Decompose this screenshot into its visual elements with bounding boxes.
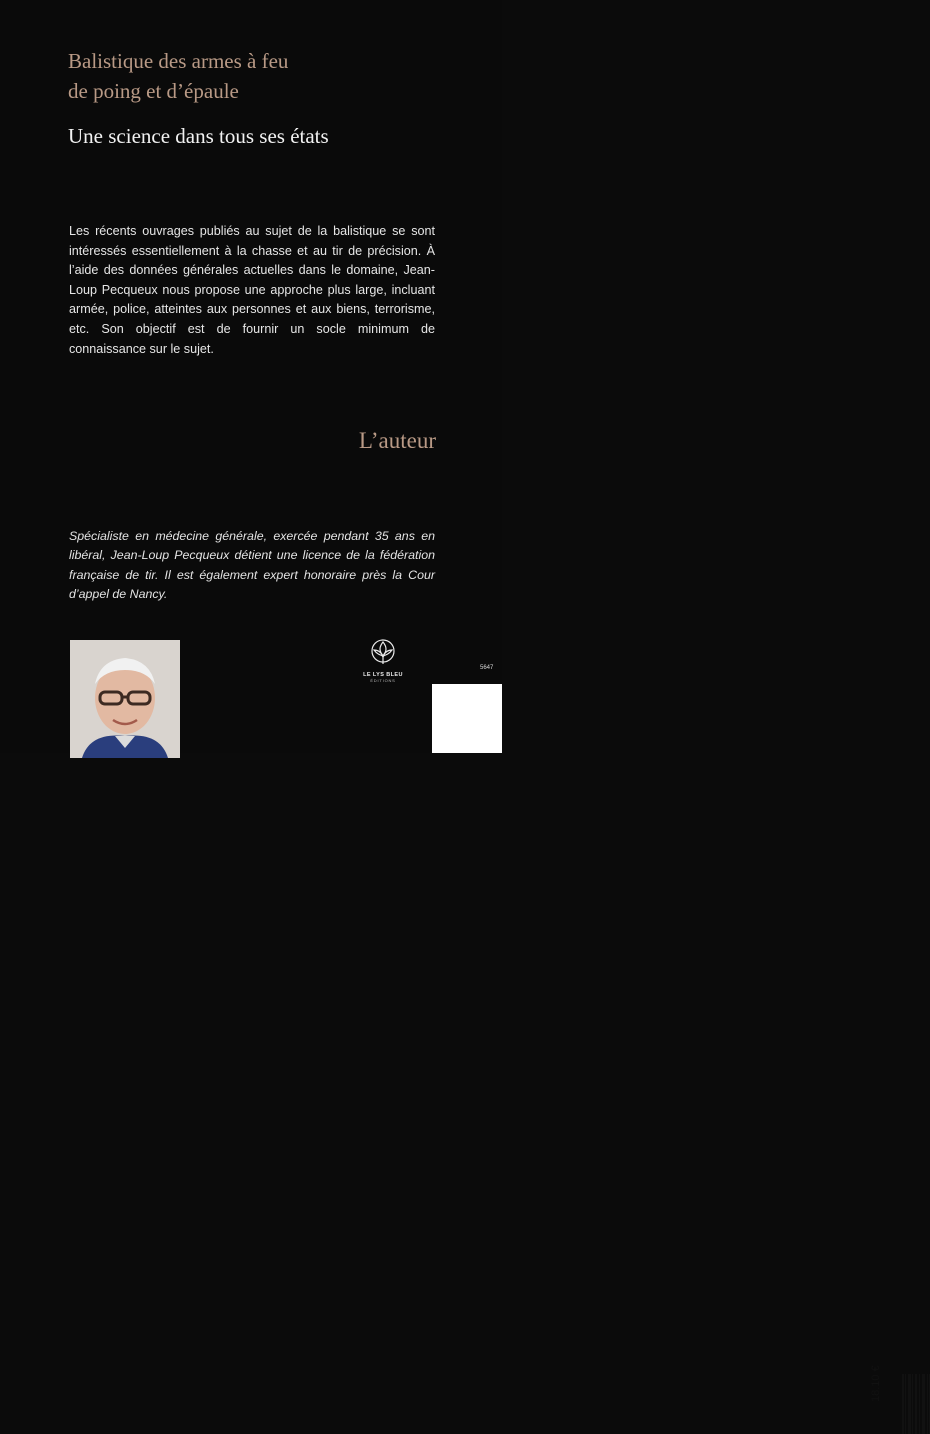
book-title-line-2: de poing et d’épaule: [68, 79, 239, 103]
publisher-name: LE LYS BLEU: [363, 672, 403, 678]
lily-icon: [370, 638, 396, 666]
publisher-logo: [358, 638, 408, 696]
book-title-line-1: Balistique des armes à feu: [68, 49, 289, 73]
book-title: [68, 46, 468, 106]
author-bio: Spécialiste en médecine générale, exercée pendant 35 ans en libéral, Jean-Loup Pecqueux détient une licence de la fédération française de tir. Il est également expert honoraire près la Cour d’appel de Nancy.: [69, 529, 435, 602]
author-heading: L’auteur: [358, 428, 436, 453]
book-subtitle: Une science dans tous ses états: [68, 124, 329, 148]
barcode-area: [432, 684, 882, 1402]
publisher-subtitle: ÉDITIONS: [370, 678, 396, 683]
author-portrait-illustration: [70, 640, 180, 758]
catalog-code: 5647: [480, 665, 494, 671]
author-photo: [70, 640, 180, 758]
book-summary: Les récents ouvrages publiés au sujet de la balistique se sont intéressés essentiellement à la chasse et au tir de précision. À l’aide des données générales actuelles dans le domaine, Jean-Loup Pecqueux nous propose une approche plus large, incluant armée, police, atteintes aux personnes et aux biens, terrorisme, etc. Son objectif est de fournir un socle minimum de connaissance sur le sujet.: [69, 224, 435, 356]
price-label: 18.10 €: [870, 1365, 882, 1402]
barcode-icon: [902, 1374, 930, 1434]
